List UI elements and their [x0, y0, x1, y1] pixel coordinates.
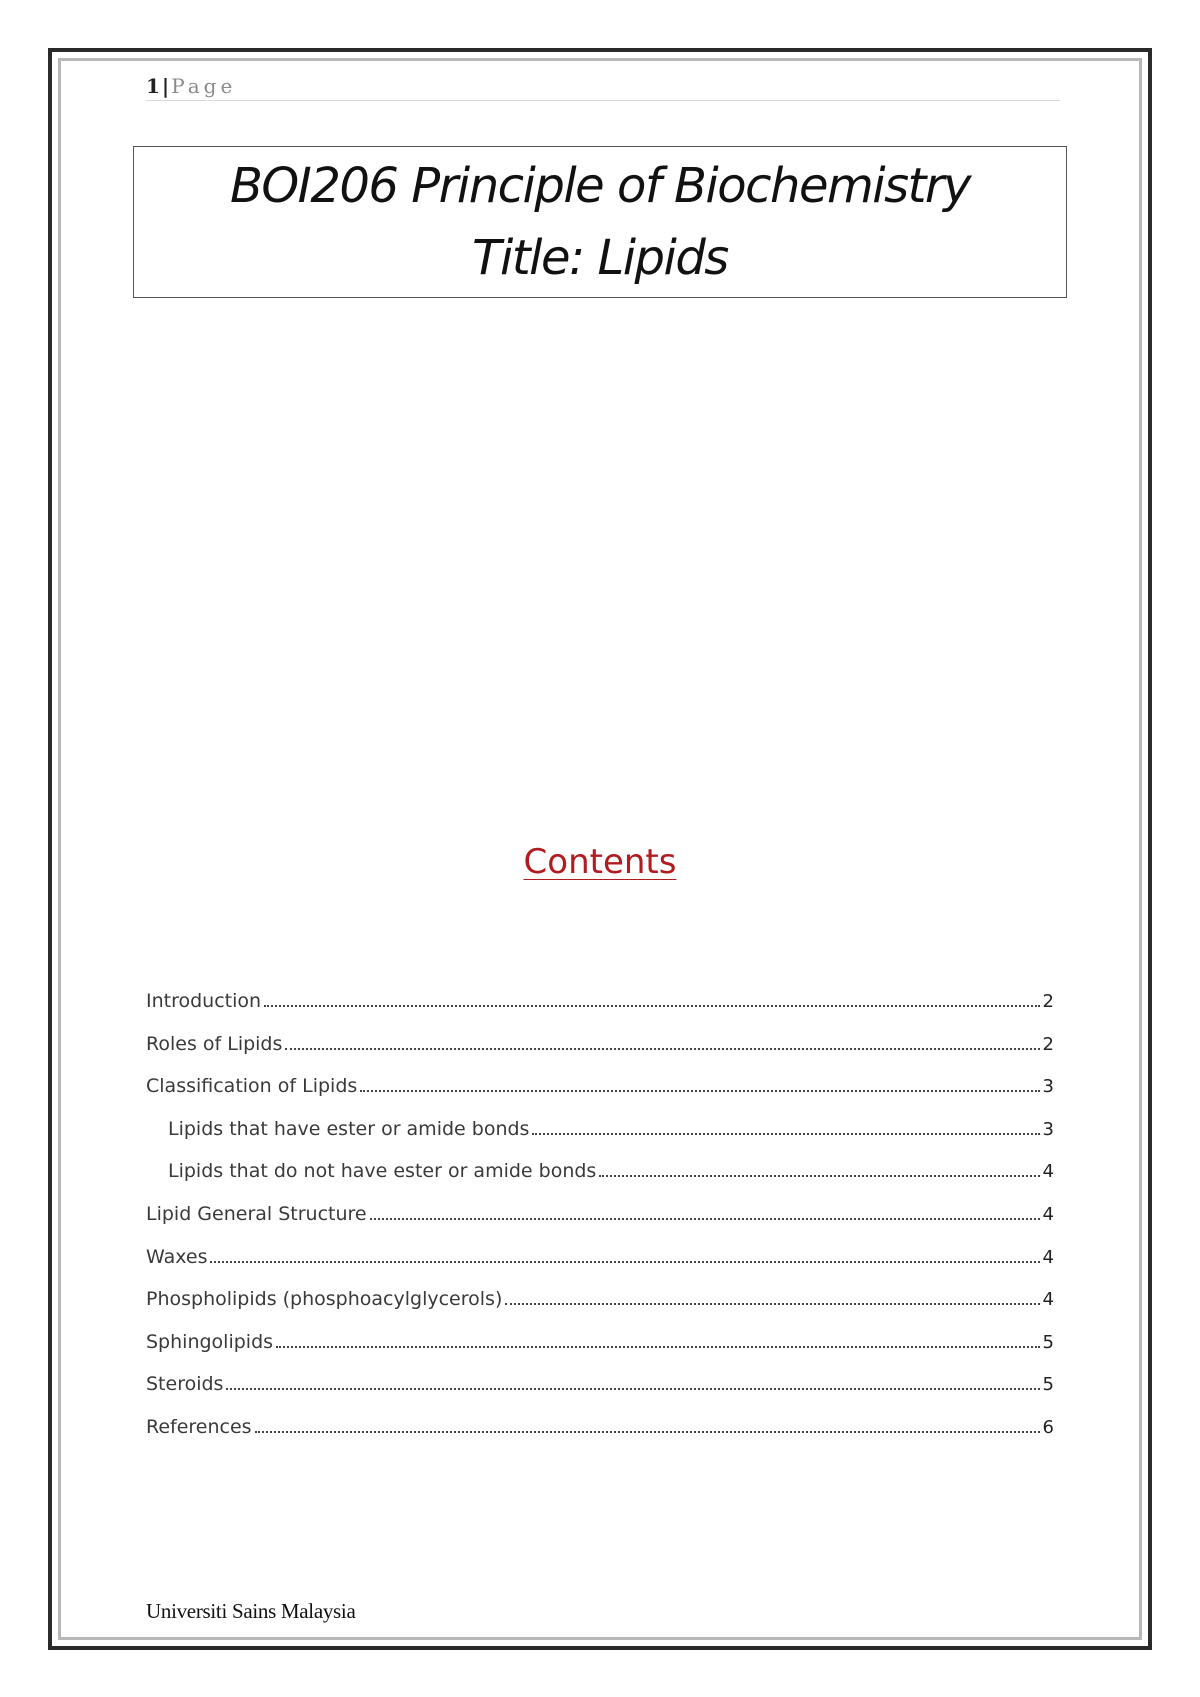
toc-dot-leader — [360, 1090, 1039, 1092]
page-number: 1 — [146, 74, 160, 98]
toc-entry-label[interactable]: Phospholipids (phosphoacylglycerols) — [146, 1288, 503, 1311]
toc-entry-page[interactable]: 4 — [1042, 1289, 1054, 1311]
toc-entry-page[interactable]: 6 — [1042, 1416, 1054, 1438]
toc-entry[interactable] — [146, 1373, 1054, 1416]
toc-entry[interactable] — [146, 1331, 1054, 1374]
page-header-separator: | — [161, 74, 170, 98]
toc-dot-leader — [599, 1175, 1039, 1177]
toc-dot-leader — [264, 1005, 1039, 1007]
toc-dot-leader — [505, 1303, 1039, 1305]
toc-entry-label[interactable]: Lipids that have ester or amide bonds — [168, 1117, 530, 1140]
toc-entry-label[interactable]: Lipid General Structure — [146, 1202, 367, 1225]
page-word: Page — [171, 74, 237, 98]
toc-entry-page[interactable]: 2 — [1042, 1033, 1054, 1055]
table-of-contents — [146, 990, 1054, 1459]
toc-entry-label[interactable]: Waxes — [146, 1245, 208, 1268]
toc-entry-label[interactable]: Introduction — [146, 990, 262, 1012]
toc-entry-page[interactable]: 5 — [1042, 1374, 1054, 1396]
toc-entry[interactable] — [146, 990, 1054, 1033]
course-title: BOI206 Principle of Biochemistry — [229, 158, 971, 214]
toc-entry-label[interactable]: Classification of Lipids — [146, 1075, 358, 1098]
toc-dot-leader — [255, 1431, 1040, 1433]
toc-entry-label[interactable]: Sphingolipids — [146, 1330, 274, 1353]
page-header — [146, 72, 1060, 101]
toc-entry-page[interactable]: 4 — [1042, 1161, 1054, 1183]
toc-entry[interactable] — [146, 1246, 1054, 1289]
contents-heading-text: Contents — [523, 842, 677, 882]
toc-dot-leader — [285, 1048, 1039, 1050]
contents-heading — [0, 842, 1200, 882]
toc-dot-leader — [276, 1346, 1040, 1348]
toc-entry[interactable] — [146, 1288, 1054, 1331]
toc-entry-page[interactable]: 3 — [1042, 1076, 1054, 1098]
toc-entry-page[interactable]: 3 — [1042, 1118, 1054, 1140]
toc-dot-leader — [532, 1133, 1039, 1135]
toc-entry-label[interactable]: Lipids that do not have ester or amide bonds — [168, 1160, 597, 1183]
toc-entry-page[interactable]: 4 — [1042, 1246, 1054, 1268]
toc-entry-page[interactable]: 4 — [1042, 1203, 1054, 1225]
toc-entry[interactable] — [146, 1416, 1054, 1459]
toc-entry-label[interactable]: Roles of Lipids — [146, 1032, 283, 1055]
title-box — [133, 146, 1067, 298]
toc-entry[interactable] — [146, 1075, 1054, 1118]
toc-dot-leader — [370, 1218, 1040, 1220]
toc-entry-label[interactable]: Steroids — [146, 1373, 224, 1396]
page-footer: Universiti Sains Malaysia — [146, 1599, 356, 1623]
toc-entry-page[interactable]: 5 — [1042, 1331, 1054, 1353]
toc-entry[interactable] — [146, 1033, 1054, 1076]
toc-dot-leader — [226, 1388, 1039, 1390]
toc-entry[interactable] — [146, 1160, 1054, 1203]
document-title: Title: Lipids — [472, 230, 728, 286]
toc-dot-leader — [210, 1261, 1039, 1263]
toc-entry[interactable] — [146, 1118, 1054, 1161]
toc-entry[interactable] — [146, 1203, 1054, 1246]
toc-entry-label[interactable]: References — [146, 1415, 252, 1438]
toc-entry-page[interactable]: 2 — [1042, 991, 1054, 1012]
